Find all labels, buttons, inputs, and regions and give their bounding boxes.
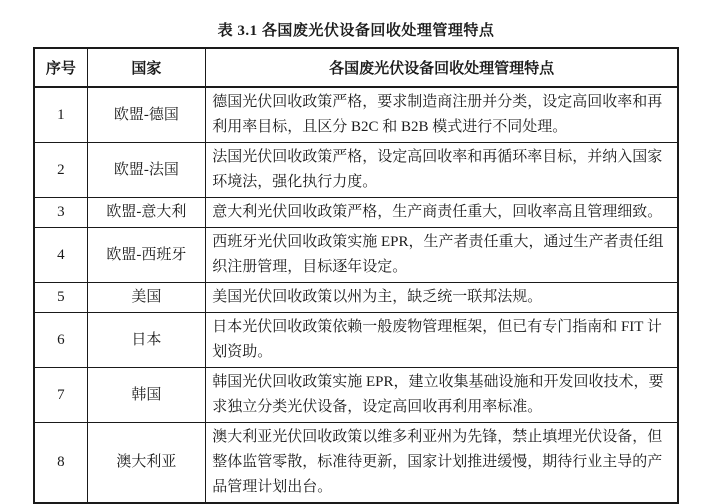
row-number: 8 (34, 423, 87, 504)
table-row (34, 87, 678, 143)
row-number: 2 (34, 143, 87, 198)
row-description: 西班牙光伏回收政策实施 EPR，生产者责任重大，通过生产者责任组织注册管理，目标逐年设定。 (206, 228, 678, 283)
table-row (34, 423, 678, 504)
row-description: 意大利光伏回收政策严格，生产商责任重大，回收率高且管理细致。 (206, 198, 678, 228)
row-description: 德国光伏回收政策严格，要求制造商注册并分类，设定高回收率和再利用率目标，且区分 B2C 和 B2B 模式进行不同处理。 (206, 87, 678, 143)
header-cell-no: 序号 (34, 48, 87, 87)
row-number: 5 (34, 283, 87, 313)
row-country: 欧盟-德国 (87, 87, 206, 143)
table-body (34, 87, 678, 503)
row-number: 4 (34, 228, 87, 283)
row-country: 日本 (87, 313, 206, 368)
row-country: 欧盟-西班牙 (87, 228, 206, 283)
row-number: 1 (34, 87, 87, 143)
header-row (34, 48, 678, 87)
row-number: 7 (34, 368, 87, 423)
row-description: 法国光伏回收政策严格，设定高回收率和再循环率目标，并纳入国家环境法，强化执行力度。 (206, 143, 678, 198)
table-row (34, 283, 678, 313)
table-row (34, 198, 678, 228)
header-cell-feature: 各国废光伏设备回收处理管理特点 (206, 48, 678, 87)
header-cell-country: 国家 (87, 48, 206, 87)
table-header (34, 48, 678, 87)
table-row (34, 143, 678, 198)
row-description: 韩国光伏回收政策实施 EPR，建立收集基础设施和开发回收技术，要求独立分类光伏设备，设定高回收再利用率标准。 (206, 368, 678, 423)
row-country: 韩国 (87, 368, 206, 423)
row-description: 澳大利亚光伏回收政策以维多利亚州为先锋，禁止填埋光伏设备，但整体监管零散，标准待更新，国家计划推进缓慢，期待行业主导的产品管理计划出台。 (206, 423, 678, 504)
row-country: 澳大利亚 (87, 423, 206, 504)
table-row (34, 313, 678, 368)
row-description: 美国光伏回收政策以州为主，缺乏统一联邦法规。 (206, 283, 678, 313)
row-number: 3 (34, 198, 87, 228)
table-caption: 表 3.1 各国废光伏设备回收处理管理特点 (217, 23, 495, 39)
row-description: 日本光伏回收政策依赖一般废物管理框架，但已有专门指南和 FIT 计划资助。 (206, 313, 678, 368)
row-country: 欧盟-法国 (87, 143, 206, 198)
recycling-policy-table (33, 47, 679, 504)
row-number: 6 (34, 313, 87, 368)
table-row (34, 368, 678, 423)
row-country: 欧盟-意大利 (87, 198, 206, 228)
row-country: 美国 (87, 283, 206, 313)
table-row (34, 228, 678, 283)
